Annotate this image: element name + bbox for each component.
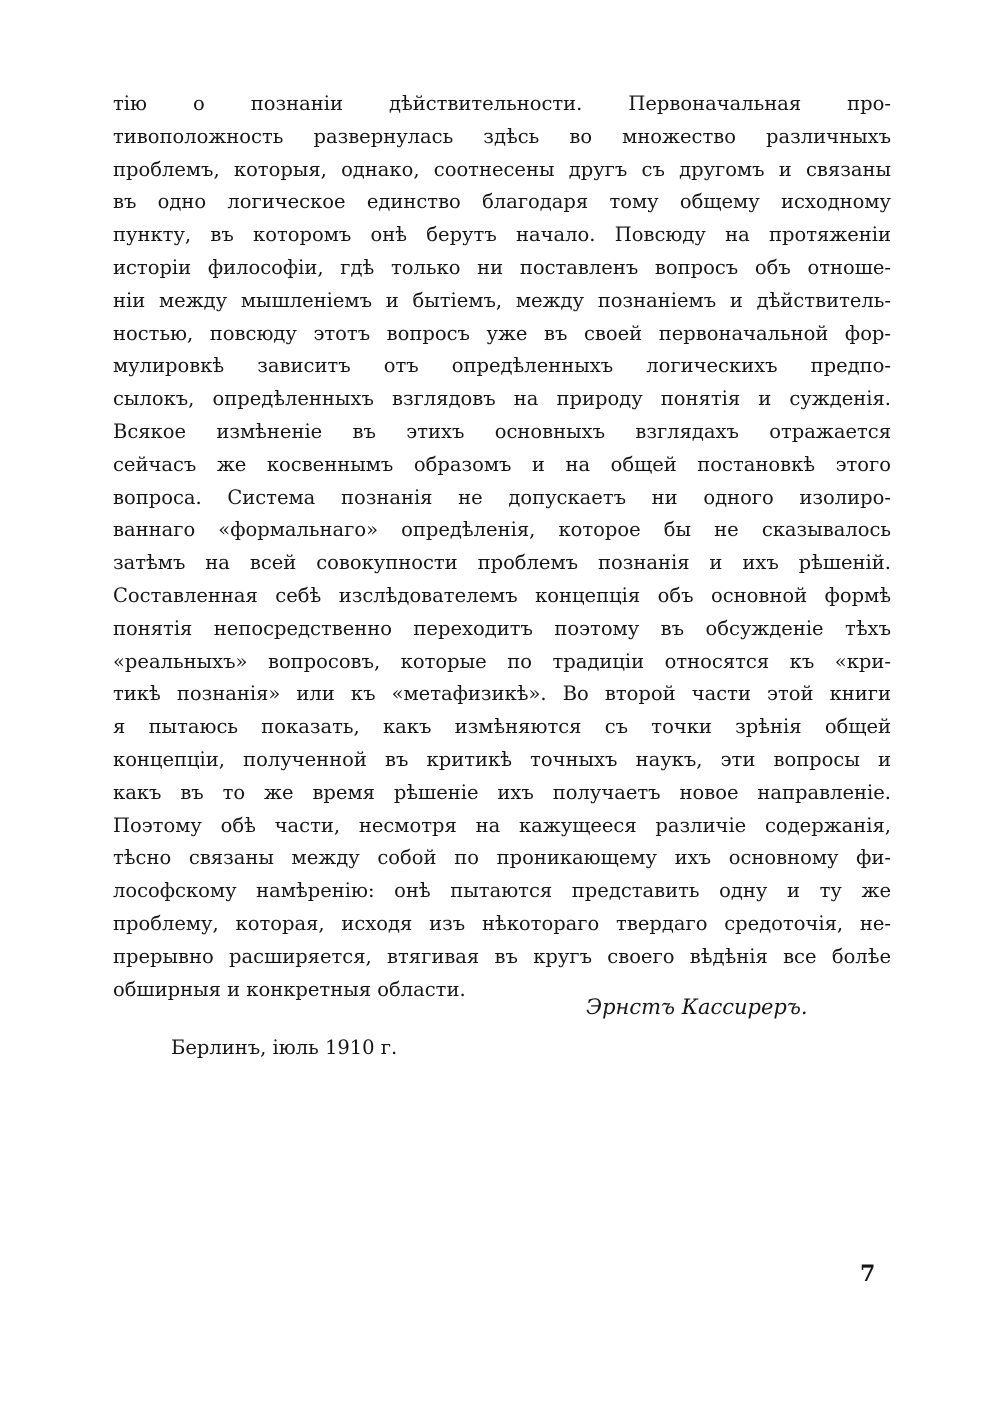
- text-line: я пытаюсь показать, какъ измѣняются съ точки зрѣнія общей: [113, 715, 891, 739]
- text-line: Поэтому обѣ части, несмотря на кажущееся различіе содержанія,: [113, 813, 891, 837]
- text-line: тивоположность развернулась здѣсь во множество различныхъ: [113, 124, 891, 148]
- text-line: сылокъ, опредѣленныхъ взглядовъ на природу понятія и сужденія.: [113, 387, 891, 411]
- text-line: прерывно расширяется, втягивая въ кругъ своего вѣдѣнія все болѣе: [113, 944, 891, 968]
- text-line: вопроса. Система познанія не допускаетъ ни одного изолиро-: [113, 485, 891, 509]
- text-line: понятія непосредственно переходитъ поэтому въ обсужденіе тѣхъ: [113, 616, 891, 640]
- text-line: «реальныхъ» вопросовъ, которые по традиціи относятся къ «кри-: [113, 649, 891, 673]
- page-number: 7: [860, 1261, 876, 1287]
- text-line: мулировкѣ зависитъ отъ опредѣленныхъ логическихъ предпо-: [113, 354, 891, 378]
- text-line: исторіи философіи, гдѣ только ни поставленъ вопросъ объ отноше-: [113, 255, 891, 279]
- text-line: пункту, въ которомъ онѣ берутъ начало. Повсюду на протяженіи: [113, 223, 891, 247]
- text-line: тѣсно связаны между собой по проникающему ихъ основному фи-: [113, 846, 891, 870]
- text-line: лософскому намѣренію: онѣ пытаются представить одну и ту же: [113, 879, 891, 903]
- text-line: тію о познаніи дѣйствительности. Первоначальная про-: [113, 92, 891, 115]
- text-line: какъ въ то же время рѣшеніе ихъ получаетъ новое направленіе.: [113, 780, 891, 804]
- text-line: тикѣ познанія» или къ «метафизикѣ». Во второй части этой книги: [113, 682, 891, 706]
- text-line: обширныя и конкретныя области.: [113, 977, 466, 1001]
- body-paragraph: [113, 88, 891, 1006]
- text-line: Составленная себѣ изслѣдователемъ концепція объ основной формѣ: [113, 583, 891, 607]
- place-and-date: Берлинъ, іюль 1910 г.: [171, 1036, 398, 1059]
- text-line: ваннаго «формальнаго» опредѣленія, которое бы не сказывалось: [113, 518, 891, 542]
- text-line: ніи между мышленіемъ и бытіемъ, между познаніемъ и дѣйствитель-: [113, 288, 891, 312]
- text-line: концепціи, полученной въ критикѣ точныхъ наукъ, эти вопросы и: [113, 747, 891, 771]
- text-line: сейчасъ же косвеннымъ образомъ и на общей постановкѣ этого: [113, 452, 891, 476]
- text-line: Всякое измѣненіе въ этихъ основныхъ взглядахъ отражается: [113, 419, 891, 443]
- text-line: затѣмъ на всей совокупности проблемъ познанія и ихъ рѣшеній.: [113, 551, 891, 575]
- author-signature: Эрнстъ Кассиреръ.: [586, 995, 808, 1019]
- text-line: ностью, повсюду этотъ вопросъ уже въ своей первоначальной фор-: [113, 321, 891, 345]
- text-line: проблемъ, которыя, однако, соотнесены другъ съ другомъ и связаны: [113, 157, 891, 181]
- text-line: проблему, которая, исходя изъ нѣкотораго твердаго средоточія, не-: [113, 911, 891, 935]
- text-line: въ одно логическое единство благодаря тому общему исходному: [113, 190, 891, 214]
